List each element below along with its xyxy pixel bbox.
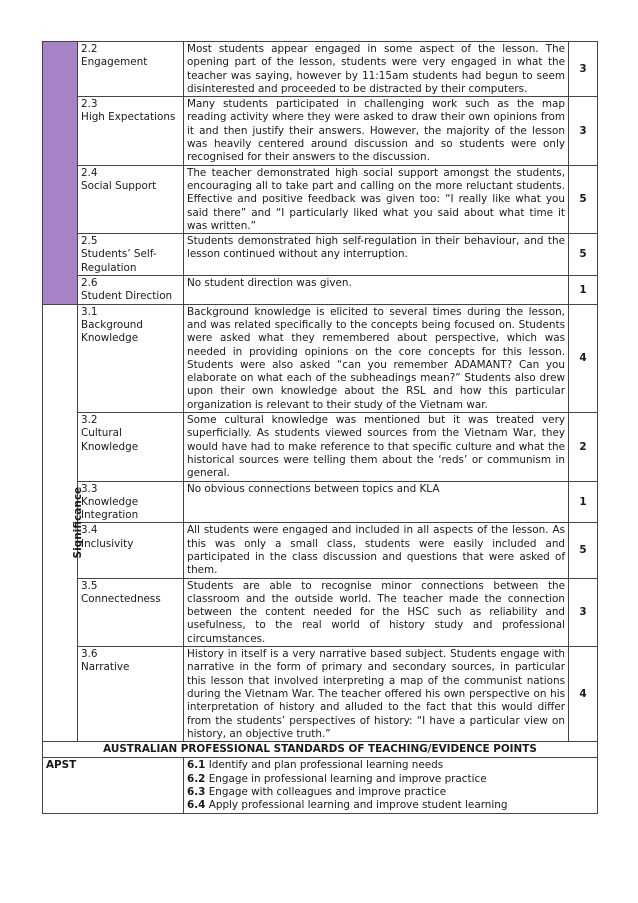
apst-heading-row (43, 742, 598, 758)
criterion-code: 3.6 (81, 648, 98, 661)
criterion-code: 2.3 (81, 98, 98, 111)
apst-standard-code: 6.1 (187, 759, 206, 772)
apst-standard-text: Identify and plan professional learning needs (208, 759, 444, 772)
criterion-cell (78, 304, 184, 412)
criterion-code: 3.3 (81, 482, 98, 495)
criterion-cell (78, 481, 184, 523)
criterion-code: 3.2 (81, 414, 98, 427)
rubric-row (43, 234, 598, 276)
section-label-significance: Significance (72, 487, 85, 559)
rubric-row (43, 523, 598, 578)
criterion-description: The teacher demonstrated high social support amongst the students, encouraging all to take part and calling on the more reluctant students. Effective and positive feedback was given too: “I really like what you said there” and “I particularly liked what you said about what time it was written.” (184, 165, 569, 233)
rubric-row (43, 276, 598, 305)
criterion-score: 1 (569, 276, 598, 305)
apst-standard-text: Apply professional learning and improve student learning (208, 799, 508, 812)
criterion-description: Students demonstrated high self-regulation in their behaviour, and the lesson continued without any interruption. (184, 234, 569, 276)
criterion-cell (78, 523, 184, 578)
apst-standard-text: Engage with colleagues and improve practice (208, 786, 447, 799)
apst-standard (187, 786, 594, 799)
criterion-score: 3 (569, 97, 598, 165)
apst-heading: AUSTRALIAN PROFESSIONAL STANDARDS OF TEACHING/EVIDENCE POINTS (43, 742, 598, 758)
criterion-description: Students are able to recognise minor connections between the classroom and the outside world. The teacher made the connection between the content needed for the HSC such as reliability and usefulness, to the real world of history study and professional circumstances. (184, 578, 569, 646)
criterion-code: 2.4 (81, 166, 98, 179)
rubric-row (43, 413, 598, 481)
criterion-cell (78, 42, 184, 97)
criterion-name: Engagement (81, 56, 148, 69)
criterion-score: 5 (569, 234, 598, 276)
criterion-cell (78, 413, 184, 481)
criterion-name: Knowledge Integration (81, 495, 139, 522)
criterion-cell (78, 578, 184, 646)
apst-standard (187, 773, 594, 786)
criterion-code: 2.5 (81, 235, 98, 248)
criterion-cell (78, 647, 184, 742)
criterion-score: 5 (569, 523, 598, 578)
criterion-name: Social Support (81, 179, 157, 192)
criterion-description: History in itself is a very narrative based subject. Students engage with narrative in the form of primary and secondary sources, in particular this lesson that involved interpreting a map of the communist nations during the Vietnam War. The teacher offered his own perspective on his interpretation of history and alluded to the fact that this would differ from the students’ perspectives of history: “I have a particular view on history, an objective truth.” (184, 647, 569, 742)
criterion-code: 2.2 (81, 43, 98, 55)
apst-standard (187, 759, 594, 772)
criterion-score: 1 (569, 481, 598, 523)
criterion-cell (78, 234, 184, 276)
apst-standard-code: 6.2 (187, 772, 206, 785)
criterion-cell (78, 276, 184, 305)
criterion-score: 3 (569, 42, 598, 97)
criterion-name: Connectedness (81, 592, 161, 605)
rubric-row (43, 481, 598, 523)
criterion-cell (78, 97, 184, 165)
criterion-name: Narrative (81, 661, 130, 674)
criterion-name: Cultural Knowledge (81, 427, 139, 453)
rubric-row (43, 304, 598, 412)
criterion-name: Background Knowledge (81, 318, 143, 345)
criterion-name: Inclusivity (81, 537, 134, 550)
rubric-row (43, 647, 598, 742)
criterion-name: Students’ Self-Regulation (81, 248, 157, 274)
apst-label: APST (43, 758, 184, 813)
criterion-score: 5 (569, 165, 598, 233)
criterion-score: 2 (569, 413, 598, 481)
criterion-code: 2.6 (81, 277, 98, 290)
rubric-row (43, 97, 598, 165)
section-label-cell (43, 304, 85, 742)
apst-standard-text: Engage in professional learning and improve practice (208, 772, 487, 785)
criterion-description: Most students appear engaged in some aspect of the lesson. The opening part of the lesson, students were very engaged in what the teacher was saying, however by 11:15am students had begun to seem disinterested and proceeded to be distracted by their computers. (184, 42, 569, 97)
apst-standard-code: 6.4 (187, 799, 206, 812)
rubric-row (43, 165, 598, 233)
section-color-block (43, 42, 78, 305)
teaching-rubric-table (42, 41, 598, 814)
apst-standard (187, 799, 594, 812)
apst-standard-code: 6.3 (187, 786, 206, 799)
criterion-code: 3.1 (81, 305, 98, 318)
criterion-score: 3 (569, 578, 598, 646)
criterion-description: All students were engaged and included in all aspects of the lesson. As this was only a small class, students were easily included and participated in the class discussion and questions that were asked of them. (184, 523, 569, 578)
rubric-row (43, 42, 598, 97)
criterion-code: 3.4 (81, 524, 98, 537)
criterion-cell (78, 165, 184, 233)
criterion-description: Background knowledge is elicited to several times during the lesson, and was related specifically to the concepts being focused on. Students were asked what they remembered about perspective, which was needed in providing opinions on the core concepts for this lesson. Students were also asked “can you remember ADAMANT? Can you elaborate on what each of the subheadings mean?” Students also drew upon their own knowledge about the RSL and how this particular organization is relevant to their study of the Vietnam war. (184, 304, 569, 412)
criterion-description: No obvious connections between topics and KLA (184, 481, 569, 523)
rubric-row (43, 578, 598, 646)
criterion-name: Student Direction (81, 290, 173, 303)
criterion-description: Some cultural knowledge was mentioned but it was treated very superficially. As students viewed sources from the Vietnam War, they would have had to make reference to that specific culture and what the historical sources were telling them about the ‘reds’ or communism in general. (184, 413, 569, 481)
criterion-code: 3.5 (81, 579, 98, 592)
criterion-name: High Expectations (81, 111, 176, 124)
criterion-description: Many students participated in challenging work such as the map reading activity where they were asked to draw their own opinions from it and then justify their answers. However, the majority of the lesson was heavily centered around discussion and so students were only recognised for their answers to the discussion. (184, 97, 569, 165)
criterion-score: 4 (569, 304, 598, 412)
criterion-description: No student direction was given. (184, 276, 569, 305)
apst-standards-list (184, 758, 598, 813)
criterion-score: 4 (569, 647, 598, 742)
apst-row (43, 758, 598, 813)
